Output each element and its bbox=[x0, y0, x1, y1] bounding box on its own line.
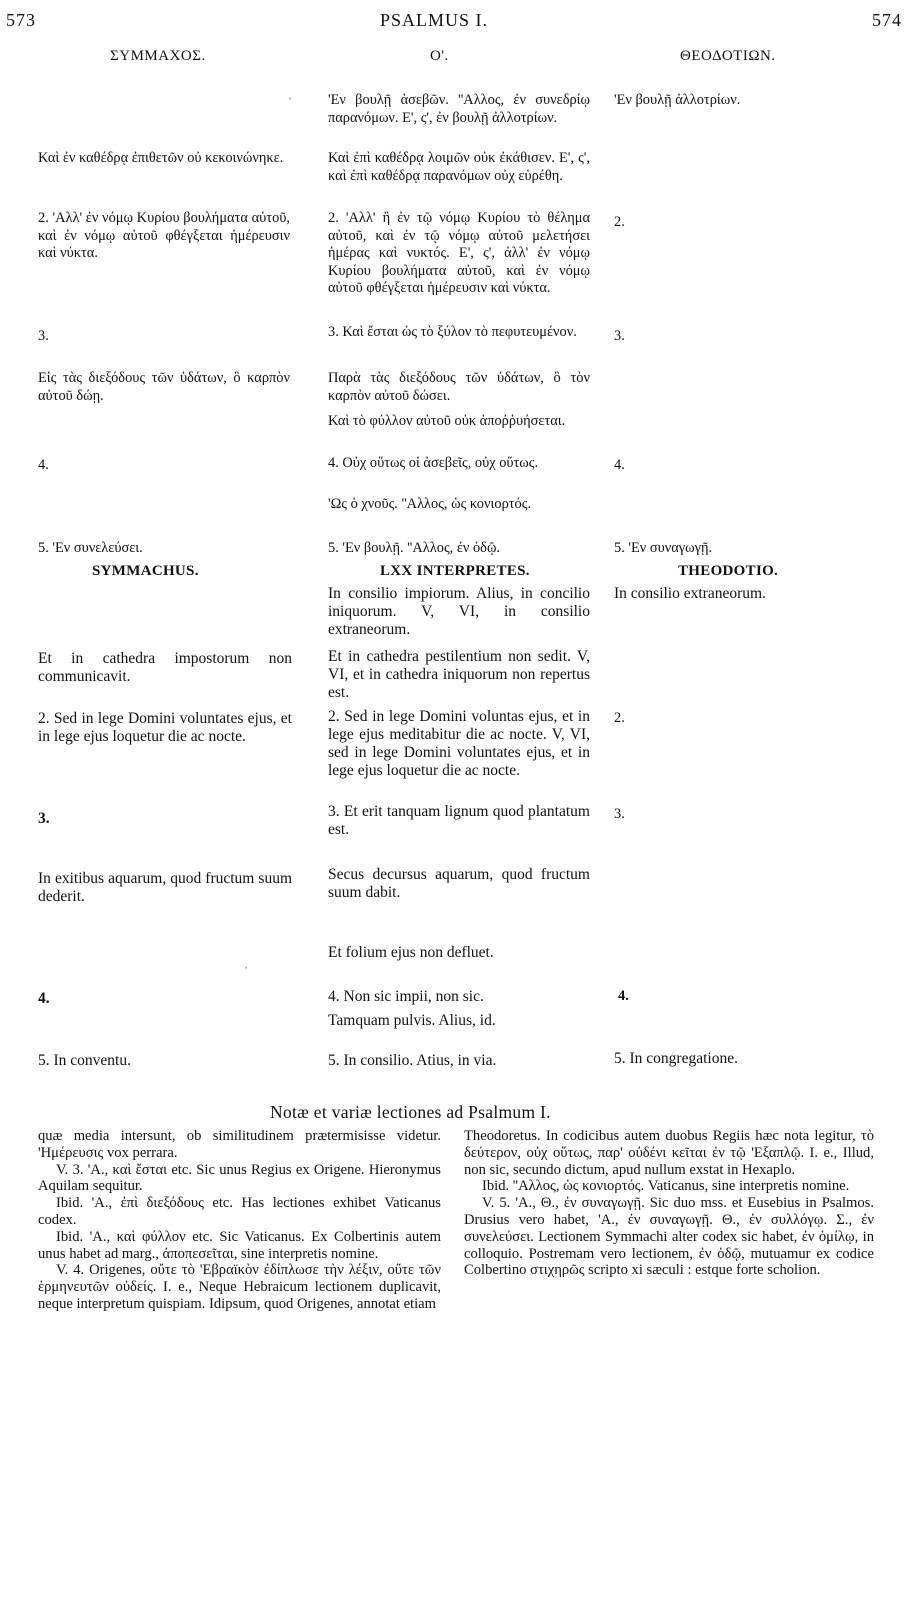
greek-symmachus-verse-3: 3. bbox=[38, 328, 49, 344]
note-paragraph: Ibid. 'Α., ἐπὶ διεξόδους etc. Has lectiones exhibet Vaticanus codex. bbox=[38, 1195, 441, 1228]
latin-theodotion-verse-1: In consilio extraneorum. bbox=[614, 585, 766, 602]
latin-lxx-verse-3b: Secus decursus aquarum, quod fructum suum dabit. bbox=[328, 866, 590, 901]
latin-lxx-verse-1: In consilio impiorum. Alius, in concilio iniquorum. V, VI, in consilio extraneorum. bbox=[328, 585, 590, 638]
greek-lxx-verse-5: 5. 'Εν βουλῇ. ''Αλλος, ἐν ὁδῷ. bbox=[328, 540, 501, 556]
latin-symmachus-verse-5: 5. In conventu. bbox=[38, 1052, 131, 1069]
latin-lxx-verse-3: 3. Et erit tanquam lignum quod plantatum est. bbox=[328, 803, 590, 838]
column-head-theodotion-greek: ΘΕΟΔΟΤΙΩΝ. bbox=[680, 48, 776, 64]
note-paragraph: Ibid. ''Αλλος, ὡς κονιορτός. Vaticanus, sine interpretis nomine. bbox=[482, 1178, 850, 1195]
greek-theodotion-verse-1: 'Εν βουλῇ ἀλλοτρίων. bbox=[614, 92, 741, 108]
page-number-right: 574 bbox=[872, 10, 902, 30]
greek-lxx-verse-4b: 'Ως ὁ χνοῦς. ''Αλλος, ὡς κονιορτός. bbox=[328, 496, 532, 512]
greek-symmachus-verse-1b: Καὶ ἐν καθέδρᾳ ἐπιθετῶν οὐ κεκοινώνηκε. bbox=[38, 150, 284, 166]
notes-right-column bbox=[464, 1128, 874, 1279]
page-number-left: 573 bbox=[6, 10, 36, 30]
greek-lxx-verse-1b: Καὶ ἐπὶ καθέδρᾳ λοιμῶν οὐκ ἐκάθισεν. Ε', ς', καὶ ἐπὶ καθέδρᾳ παρανόμων οὐχ εὑρέθη. bbox=[328, 150, 590, 184]
note-paragraph: Theodoretus. In codicibus autem duobus Regiis hæc nota legitur, τὸ δεύτερον, οὐχ οὕτως, παρ' οὐδένι κεῖται ἐν τῷ 'Εξαπλῷ. I. e., Illud, non sic, secundo dictum, apud nullum exstat in Hexaplo. bbox=[464, 1128, 874, 1178]
column-head-lxx-greek: Ο'. bbox=[430, 48, 449, 64]
latin-lxx-verse-2: 2. Sed in lege Domini voluntas ejus, et in lege ejus meditabitur die ac nocte. V, VI, sed in lege Domini voluntates ejus, et in lege ejus loquetur die ac nocte. bbox=[328, 708, 590, 779]
greek-theodotion-verse-2: 2. bbox=[614, 214, 625, 230]
greek-lxx-verse-4: 4. Οὐχ οὕτως οἱ ἀσεβεῖς, οὐχ οὕτως. bbox=[328, 455, 539, 471]
notes-title: Notæ et variæ lectiones ad Psalmum I. bbox=[270, 1102, 551, 1122]
greek-lxx-verse-3c: Καὶ τὸ φύλλον αὐτοῦ οὐκ ἀποῤῥυήσεται. bbox=[328, 413, 566, 429]
stray-mark: ˌ bbox=[244, 955, 248, 969]
note-paragraph: quæ media intersunt, ob similitudinem prætermisisse videtur. 'Ημέρευσις vox perrara. bbox=[38, 1128, 441, 1161]
latin-theodotion-verse-3: 3. bbox=[614, 806, 625, 822]
greek-lxx-verse-1: 'Εν βουλῇ ἀσεβῶν. ''Αλλος, ἐν συνεδρίῳ παρανόμων. Ε', ς', ἐν βουλῇ ἀλλοτρίων. bbox=[328, 92, 590, 126]
greek-theodotion-verse-5: 5. 'Εν συναγωγῇ. bbox=[614, 540, 713, 556]
greek-symmachus-verse-2: 2. 'Αλλ' ἐν νόμῳ Κυρίου βουλήματα αὐτοῦ, καὶ ἐν νόμῳ αὐτοῦ φθέγξεται ἡμέρευσιν καὶ νύκτα. bbox=[38, 210, 290, 261]
latin-lxx-verse-1b: Et in cathedra pestilentium non sedit. V, VI, et in cathedra iniquorum non repertus est. bbox=[328, 648, 590, 701]
latin-lxx-verse-4: 4. Non sic impii, non sic. bbox=[328, 988, 484, 1005]
note-paragraph: Ibid. 'Α., καὶ φύλλον etc. Sic Vaticanus. Ex Colbertinis autem unus habet ad marg., ἀποπεσεῖται, sine interpretis nomine. bbox=[38, 1228, 441, 1262]
greek-theodotion-verse-4: 4. bbox=[614, 457, 625, 473]
note-paragraph: V. 5. 'Α., Θ., ἐν συναγωγῇ. Sic duo mss. et Eusebius in Psalmos. Drusius vero habet, 'Α., ἐν συναγωγῇ. Θ., ἐν συλλόγῳ. Σ., ἐν συνελεύσει. Lectionem Symmachi alter codex sic habet, ἐν ὁμίλῳ, in colloquio. Postremam vero lectionem, ἐν ὁδῷ, mutuamur ex codice Colbertino στιχηρῶς scripto xi sæculi : estque forte scholion. bbox=[464, 1195, 874, 1279]
latin-symmachus-verse-4: 4. bbox=[38, 990, 50, 1007]
latin-symmachus-verse-1b: Et in cathedra impostorum non communicavit. bbox=[38, 650, 292, 685]
note-paragraph: V. 4. Origenes, οὔτε τὸ 'Εβραϊκὸν ἐδίπλωσε τὴν λέξιν, οὔτε τῶν ἑρμηνευτῶν οὐδείς. I. e., Neque Hebraicum lectionem duplicavit, neque interpretum quispiam. Idipsum, quod Origenes, annotat etiam bbox=[38, 1262, 441, 1312]
greek-lxx-verse-3b: Παρὰ τὰς διεξόδους τῶν ὑδάτων, ὃ τὸν καρπὸν αὐτοῦ δώσει. bbox=[328, 370, 590, 404]
latin-lxx-verse-3c: Et folium ejus non defluet. bbox=[328, 944, 494, 961]
greek-symmachus-verse-3b: Εἰς τὰς διεξόδους τῶν ὑδάτων, ὃ καρπὸν αὐτοῦ δώῃ. bbox=[38, 370, 290, 404]
stray-mark: ˈ bbox=[288, 95, 292, 109]
latin-theodotion-verse-2: 2. bbox=[614, 710, 625, 726]
notes-left-column bbox=[38, 1128, 441, 1313]
latin-lxx-verse-5: 5. In consilio. Atius, in via. bbox=[328, 1052, 497, 1069]
column-head-theodotion-latin: THEODOTIO. bbox=[678, 563, 779, 579]
greek-symmachus-verse-5: 5. 'Εν συνελεύσει. bbox=[38, 540, 143, 556]
note-paragraph: V. 3. 'Α., καὶ ἔσται etc. Sic unus Regius ex Origene. Hieronymus Aquilam sequitur. bbox=[38, 1161, 441, 1195]
greek-symmachus-verse-4: 4. bbox=[38, 457, 49, 473]
greek-lxx-verse-3: 3. Καὶ ἔσται ὡς τὸ ξύλον τὸ πεφυτευμένον. bbox=[328, 324, 577, 340]
greek-theodotion-verse-3: 3. bbox=[614, 328, 625, 344]
latin-theodotion-verse-5: 5. In congregatione. bbox=[614, 1050, 738, 1067]
column-head-symmachus-latin: SYMMACHUS. bbox=[92, 563, 199, 579]
running-title: PSALMUS I. bbox=[380, 10, 489, 30]
column-head-symmachus-greek: ΣΥΜΜΑΧΟΣ. bbox=[110, 48, 206, 64]
latin-theodotion-verse-4: 4. bbox=[618, 988, 629, 1004]
greek-lxx-verse-2: 2. 'Αλλ' ἢ ἐν τῷ νόμῳ Κυρίου τὸ θέλημα αὐτοῦ, καὶ ἐν τῷ νόμῳ αὐτοῦ μελετήσει ἡμέρας καὶ νυκτός. Ε', ς', ἀλλ' ἐν νόμῳ Κυρίου βουλήματα αὐτοῦ, καὶ ἐν νόμῳ αὐτοῦ φθέγξεται ἡμέρευσιν καὶ νύκτα. bbox=[328, 210, 590, 296]
column-head-lxx-latin: LXX INTERPRETES. bbox=[380, 563, 530, 579]
latin-lxx-verse-4b: Tamquam pulvis. Alius, id. bbox=[328, 1012, 496, 1029]
latin-symmachus-verse-3: 3. bbox=[38, 810, 50, 827]
latin-symmachus-verse-2: 2. Sed in lege Domini voluntates ejus, et in lege ejus loquetur die ac nocte. bbox=[38, 710, 292, 745]
latin-symmachus-verse-3b: In exitibus aquarum, quod fructum suum dederit. bbox=[38, 870, 292, 905]
